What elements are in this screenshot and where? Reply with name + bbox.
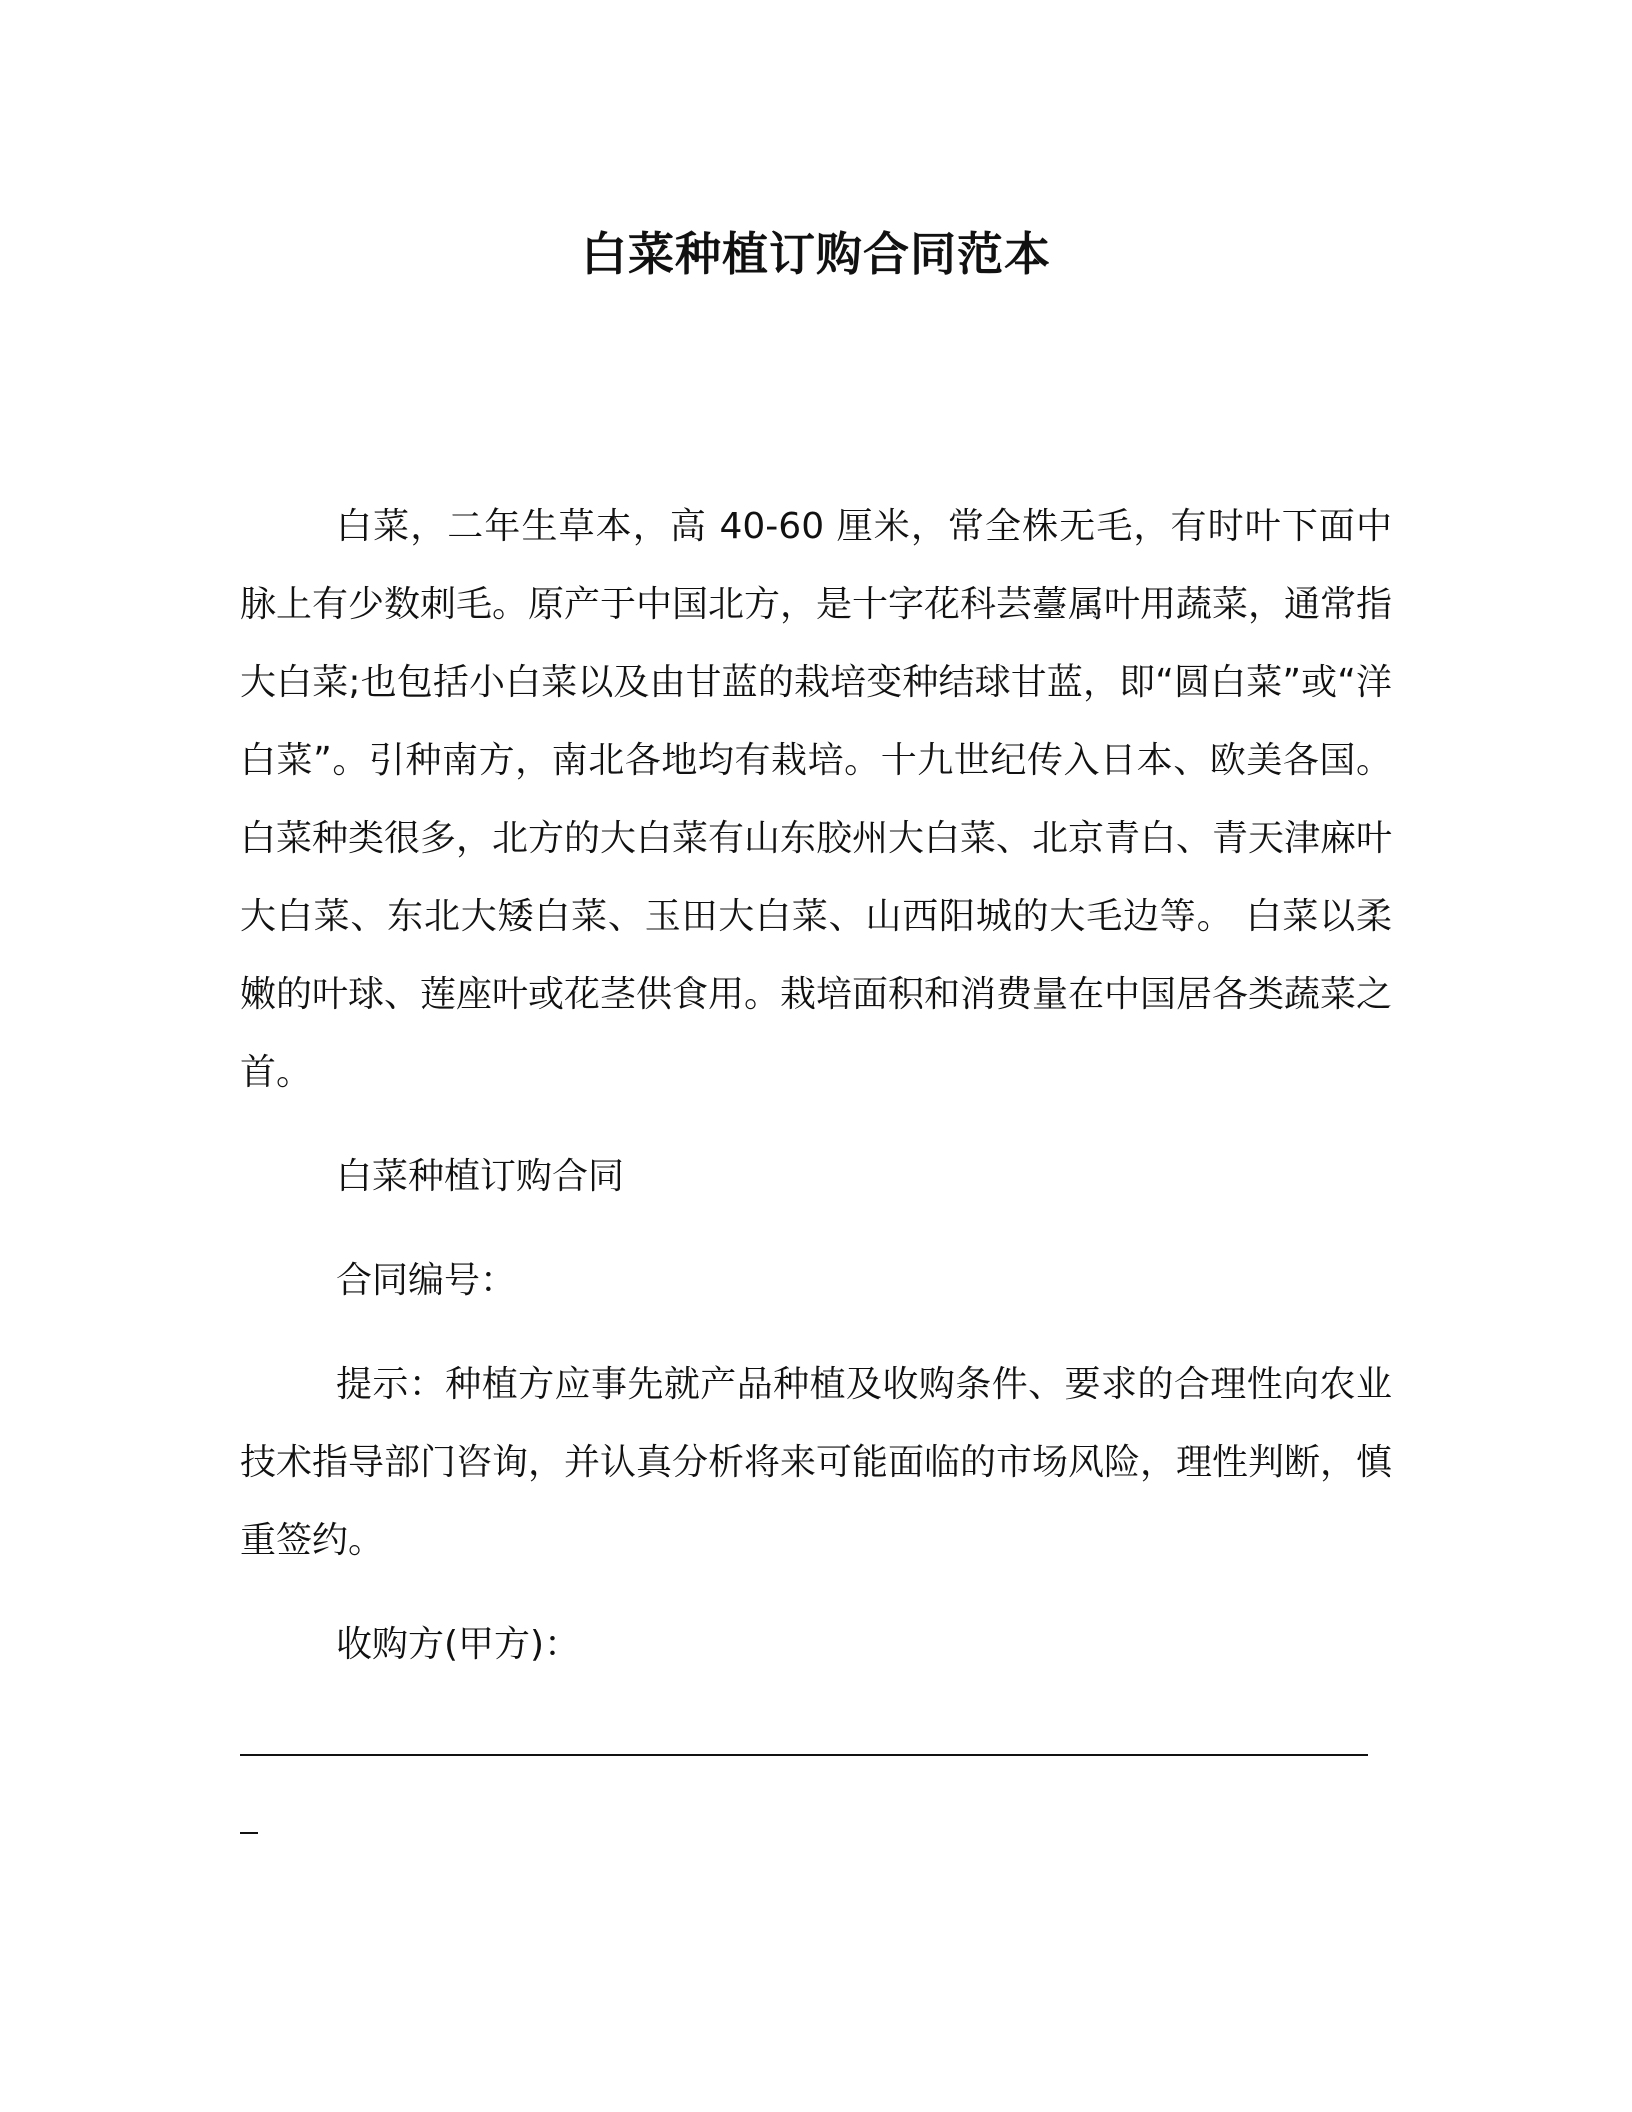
document-title: 白菜种植订购合同范本 — [581, 227, 1051, 281]
intro-paragraph: 白菜，二年生草本，高 40-60 厘米，常全株无毛，有时叶下面中脉上有少数刺毛。原产于中国北方，是十字花科芸薹属叶用蔬菜，通常指大白菜;也包括小白菜以及由甘蓝的栽培变种结球甘蓝，即“圆白菜”或“洋白菜”。引种南方，南北各地均有栽培。十九世纪传入日本、欧美各国。白菜种类很多，北方的大白菜有山东胶州大白菜、北京青白、青天津麻叶大白菜、东北大矮白菜、玉田大白菜、山西阳城的大毛边等。 白菜以柔嫩的叶球、莲座叶或花茎供食用。栽培面积和消费量在中国居各类蔬菜之首。 — [240, 506, 1393, 1093]
document-body — [240, 488, 1392, 1866]
buyer-label: 收购方(甲方)： — [336, 1624, 581, 1665]
underline-rule-short — [240, 1832, 258, 1834]
contract-number-label: 合同编号： — [336, 1260, 517, 1301]
underline-rule — [240, 1754, 1368, 1756]
contract-heading: 白菜种植订购合同 — [336, 1156, 625, 1197]
buyer-underline-continuation — [240, 1788, 1392, 1866]
buyer-underline — [240, 1710, 1392, 1788]
notice-paragraph: 提示：种植方应事先就产品种植及收购条件、要求的合理性向农业技术指导部门咨询，并认真分析将来可能面临的市场风险，理性判断，慎重签约。 — [240, 1364, 1393, 1561]
